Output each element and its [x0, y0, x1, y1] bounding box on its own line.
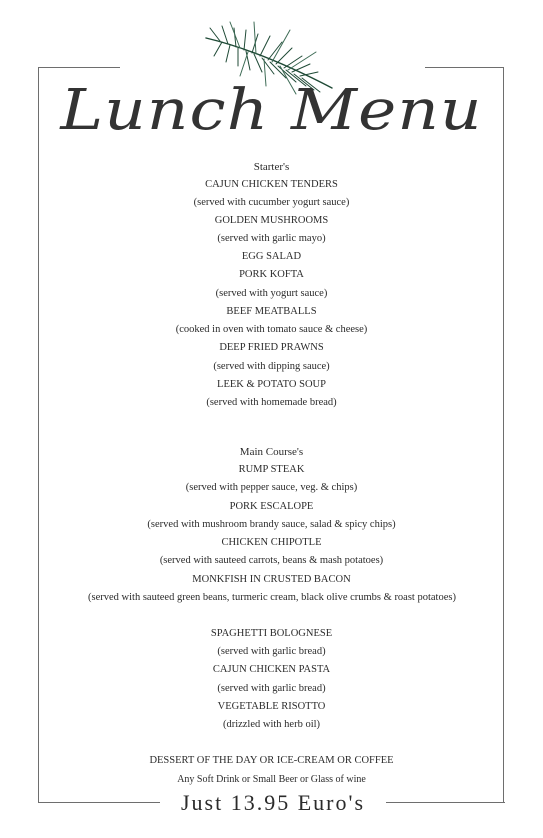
- starter-item-name: PORK KOFTA: [239, 269, 304, 280]
- main-item-name: RUMP STEAK: [238, 464, 305, 475]
- main-item-desc: (served with mushroom brandy sauce, salad & spicy chips): [147, 519, 396, 530]
- menu-title: Lunch Menu: [60, 78, 483, 143]
- main-item-name: PORK ESCALOPE: [229, 501, 314, 512]
- starter-item-name: CAJUN CHICKEN TENDERS: [205, 179, 338, 190]
- main-item-name: SPAGHETTI BOLOGNESE: [210, 628, 333, 639]
- starter-item-desc: (served with dipping sauce): [213, 361, 330, 372]
- dessert-line: DESSERT OF THE DAY OR ICE-CREAM OR COFFEE: [149, 755, 394, 766]
- price-label: Just 13.95 Euro's: [180, 790, 366, 815]
- main-item-desc: (drizzled with herb oil): [222, 719, 321, 730]
- main-item-name: MONKFISH IN CRUSTED BACON: [192, 574, 351, 585]
- starter-item-name: EGG SALAD: [241, 251, 302, 262]
- main-item-desc: (served with garlic bread): [217, 646, 326, 657]
- starters-heading: Starter's: [253, 161, 290, 173]
- starter-item-name: LEEK & POTATO SOUP: [217, 379, 326, 390]
- starter-item-desc: (cooked in oven with tomato sauce & cheese): [175, 324, 368, 335]
- mains-heading: Main Course's: [239, 446, 304, 458]
- main-item-desc: (served with sauteed green beans, turmeric cream, black olive crumbs & roast potatoes): [88, 592, 456, 603]
- starter-item-name: BEEF MEATBALLS: [226, 306, 317, 317]
- main-item-name: CAJUN CHICKEN PASTA: [212, 664, 331, 675]
- starter-item-name: DEEP FRIED PRAWNS: [219, 342, 324, 353]
- main-item-name: CHICKEN CHIPOTLE: [221, 537, 322, 548]
- bottom-rule-right: [386, 802, 505, 803]
- main-item-name: VEGETABLE RISOTTO: [217, 701, 326, 712]
- main-item-desc: (served with pepper sauce, veg. & chips): [185, 482, 358, 493]
- bottom-rule-left: [38, 802, 160, 803]
- starter-item-desc: (served with garlic mayo): [217, 233, 326, 244]
- main-item-desc: (served with garlic bread): [217, 683, 326, 694]
- starter-item-desc: (served with homemade bread): [206, 397, 337, 408]
- starter-item-desc: (served with yogurt sauce): [215, 288, 328, 299]
- starter-item-name: GOLDEN MUSHROOMS: [214, 215, 329, 226]
- starter-item-desc: (served with cucumber yogurt sauce): [193, 197, 350, 208]
- drink-line: Any Soft Drink or Small Beer or Glass of wine: [177, 774, 366, 785]
- main-item-desc: (served with sauteed carrots, beans & mash potatoes): [159, 555, 384, 566]
